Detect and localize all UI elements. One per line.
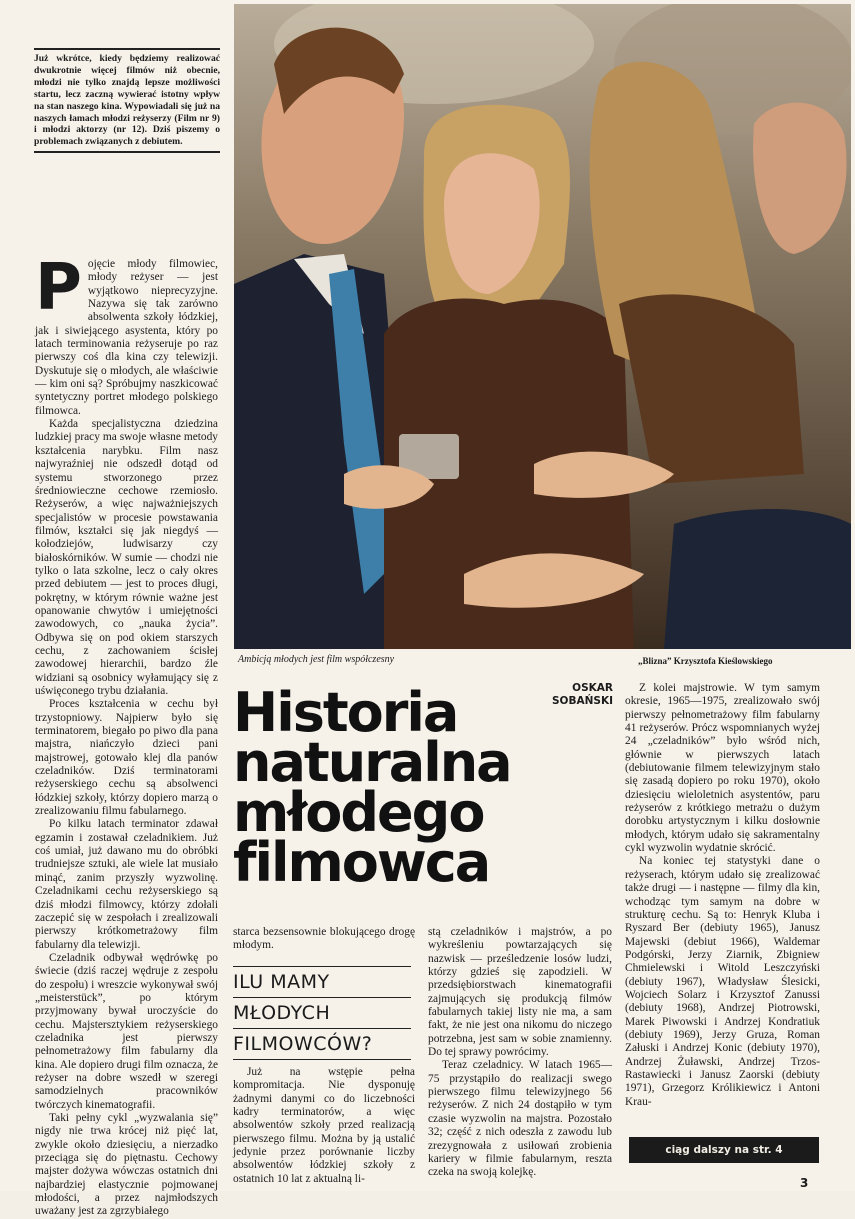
paragraph: Proces kształcenia w cechu był trzystopniowy. Najpierw było się terminatorem, biegało po piwo dla pana majstra, niańczyło dzieci pani majstrowej, gotowało klej dla panów czeladników. Dziś terminatorami reżyserskiego cechu są absolwenci łódzkiej szkoły, którzy dopiero marzą o zrealizowaniu filmu fabularnego. bbox=[35, 698, 218, 818]
paragraph: Każda specjalistyczna dziedzina ludzkiej pracy ma swoje własne metody kształcenia narybku. Film nasz najwyraźniej nie odszedł dotąd od systemu stworzonego przez średniowieczne cechowe rzemiosło. Reżyserów, a więc najważniejszych specjalistów w procesie powstawania filmów, kształci się jak niegdyś — kołodziejów, ludwisarzy czy białoskórników. W sumie — chodzi nie tylko o lata szkolne, lecz o cały okres przed debiutem — jest to proces długi, pokrętny, w którym równie ważne jest opanowanie chwytów i umiejętności zawodowych, co „nauka życia”. Odbywa się on pod okiem starszych cechu, z zachowaniem ścisłej zawodowej hierarchii, bardzo źle widziani są osobnicy wyłamujący się z uświęconego trybu działania. bbox=[35, 418, 218, 697]
page-number: 3 bbox=[800, 1176, 809, 1190]
article-column-4 bbox=[625, 682, 820, 1109]
paragraph: starca bezsensownie blokującego drogę młodym. bbox=[233, 926, 415, 952]
article-photo bbox=[234, 4, 851, 649]
article-column-2a bbox=[233, 926, 415, 953]
continued-banner: ciąg dalszy na str. 4 bbox=[629, 1137, 819, 1163]
paragraph: Na koniec tej statystyki dane o reżyserach, którym udało się zrealizować także drugi — i następne — filmy dla kin, wchodząc tym samym na dobre w strukturę cechu. Są to: Henryk Kluba i Ryszard Ber (debiuty 1965), Janusz Majewski (debiut 1966), Waldemar Podgórski, Jerzy Ziarnik, Zbigniew Chmielewski i Witold Leszczyński (debiuty 1967), Władysław Ślesicki, Wojciech Solarz i Krzysztof Zanussi (debiuty 1968), Andrzej Piotrowski, Marek Piwowski i Andrzej Kondratiuk (debiuty 1969), Jerzy Gruza, Roman Załuski i Andrzej Konic (debiuty 1970), Andrzej Żuławski, Andrzej Trzos-Rastawiecki i Janusz Zaorski (debiuty 1971), Grzegorz Królikiewicz i Antoni Krau- bbox=[625, 855, 820, 1108]
paragraph: Czeladnik odbywał wędrówkę po świecie (dziś raczej wędruje z zespołu do zespołu) i wreszcie wykonywał swój „meisterstück”, po którym przyjmowany bywał uroczyście do cechu. Majstersztykiem reżyserskiego czeladnika jest pierwszy pełnometrażowy film fabularny dla kina. Ale dopiero drugi film oznacza, że reżyser na dobre wszedł w szeregi samodzielnych pracowników twórczych kinematografii. bbox=[35, 951, 218, 1111]
subheading: ILU MAMY MŁODYCH FILMOWCÓW? bbox=[233, 966, 411, 1060]
paragraph: Po kilku latach terminator zdawał egzamin i zostawał czeladnikiem. Już coś umiał, już dawano mu do obróbki trudniejsze sztuki, ale wiele lat musiało minąć, zanim przyszły wyzwolinę. Czeladnikami cechu reżyserskiego są dziś młodzi filmowcy, którzy zdołali zaczepić się w zespołach i zrealizowali pierwszy krótkometrażowy film fabularny dla telewizji. bbox=[35, 818, 218, 951]
intro-box: Już wkrótce, kiedy będziemy realizować dwukrotnie więcej filmów niż obecnie, młodzi nie tylko znajdą lepsze możliwości startu, lecz zaczną wywierać istotny wpływ na stan naszego kina. Wypowiadali się już na naszych łamach młodzi reżyserzy (Film nr 9) i młodzi aktorzy (nr 12). Dziś piszemy o problemach związanych z debiutem. bbox=[34, 48, 220, 153]
paragraph: Teraz czeladnicy. W latach 1965—75 przystąpiło do realizacji swego pierwszego filmu telewizyjnego 56 reżyserów. Z nich 24 dostąpiło w tym czasie wyzwolin na majstra. Pozostało 32; część z nich odeszła z zawodu lub zrezygnowała z usiłowań zrobienia kariery w filmie fabularnym, reszta czeka na swoją kolejkę. bbox=[428, 1059, 612, 1179]
paragraph: stą czeladników i majstrów, a po wykreśleniu powtarzających się nazwisk — prześledzenie losów ludzi, którzy gdzieś się zapodzieli. W przedsiębiorstwach kinematografii zajmujących się produkcją filmów fabularnych takiej listy nie ma, a sam fakt, że nie jest ona nikomu do niczego potrzebna, jest sam w sobie znamienny. Do tej sprawy powrócimy. bbox=[428, 926, 612, 1059]
drop-cap: P bbox=[35, 251, 82, 325]
paragraph: Już na wstępie pełna kompromitacja. Nie dysponuję żadnymi danymi co do liczebności kadry terminatorów, a więc absolwentów szkoły przed realizacją pierwszego filmu. Można by ją ustalić jedynie przez porównanie liczby absolwentów łódzkiej szkoły z ostatnich 10 lat z aktualną li- bbox=[233, 1066, 415, 1185]
photo-caption-right: „Blizna” Krzysztofa Kieślowskiego bbox=[638, 656, 773, 666]
headline: Historia naturalna młodego filmowca bbox=[233, 681, 511, 894]
paragraph: Z kolei majstrowie. W tym samym okresie, 1965—1975, zrealizowało swój pierwszy pełnometrażowy film fabularny 41 reżyserów. Prócz wspomnianych wyżej 24 „czeladników” było wśród nich, głównie w pierwszych latach (debiutowanie filmem telewizyjnym stało się zasadą dopiero po roku 1970), około dziesięciu wieloletnich asystentów, paru reżyserów z krótkiego metrażu o dużym dorobku artystycznym i kilku dosłownie młodych, którym udało się sakramentalny cykl wyzwolin wydatnie skrócić. bbox=[625, 682, 820, 855]
photo-illustration bbox=[234, 4, 851, 649]
article-column-3 bbox=[428, 926, 612, 1180]
article-column-1 bbox=[35, 251, 218, 1219]
article-column-2b bbox=[233, 1066, 415, 1186]
author-byline: OSKAR SOBAŃSKI bbox=[551, 682, 613, 707]
photo-caption-left: Ambicją młodych jest film współczesny bbox=[238, 654, 395, 665]
paragraph: Pojęcie młody filmowiec, młody reżyser — jest wyjątkowo nieprecyzyjne. Nazywa się tak zarówno absolwenta szkoły łódzkiej, jak i siwiejącego asystenta, który po latach terminowania reżyseruje po raz pierwszy coś dla kina czy telewizji. Dyskutuje się o młodych, ale właściwie — kim oni są? Spróbujmy naszkicować syntetyczny portret młodego polskiego filmowca. bbox=[35, 251, 218, 417]
paragraph: Taki pełny cykl „wyzwalania się” nigdy nie trwa krócej niż pięć lat, zwykle około dziesięciu, a nierzadko przeciąga się do piętnastu. Cechowy majster dożywa wówczas ostatnich dni najbardziej elastycznie pojmowanej młodości, a przez najmłodszych uważany jest za zgrzybiałego bbox=[35, 1112, 218, 1218]
